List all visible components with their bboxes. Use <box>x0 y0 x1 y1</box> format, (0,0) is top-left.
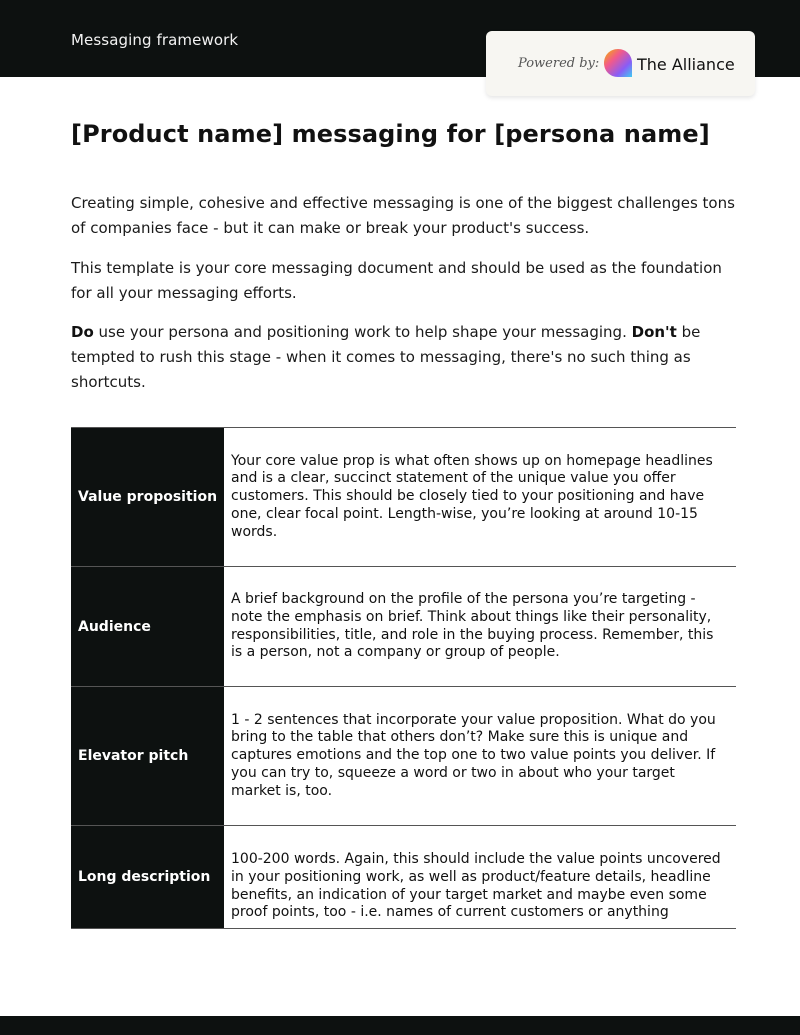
table-row-audience <box>71 567 736 687</box>
brand-name: The Alliance <box>637 55 735 74</box>
intro-paragraph-2: This template is your core messaging document and should be used as the foundation for all your messaging efforts. <box>71 259 722 302</box>
document-label: Messaging framework <box>71 31 239 49</box>
row-description <box>224 567 736 686</box>
row-label: Value proposition <box>71 428 224 566</box>
intro-paragraph-3-end: be tempted to rush this stage - when it comes to messaging, there's no such thing as shortcuts. <box>71 323 701 391</box>
row-description-text: 100-200 words. Again, this should include the value points uncovered in your positioning work, as well as product/feature details, headline benefits, an indication of your target market and maybe even some proof points, too - i.e. names of current customers or anything <box>231 851 721 921</box>
row-label: Long description <box>71 826 224 928</box>
footer-band <box>0 1016 800 1035</box>
do-emphasis: Do <box>71 323 94 341</box>
dont-emphasis: Don't <box>631 323 677 341</box>
table-row-long-description <box>71 826 736 929</box>
row-description-text: Your core value prop is what often shows up on homepage headlines and is a clear, succinct statement of the unique value you offer customers. This should be closely tied to your positioning and have one, clear focal point. Length-wise, you’re looking at around 10-15 words. <box>231 452 713 540</box>
row-description <box>224 428 736 566</box>
powered-by-card <box>486 31 755 96</box>
row-description <box>224 687 736 825</box>
gradient-location-pin-icon <box>603 48 633 78</box>
row-description-text: 1 - 2 sentences that incorporate your value proposition. What do you bring to the table that others don’t? Make sure this is unique and captures emotions and the top one to two value points you deliver. If you can try to, squeeze a word or two in about who your target market is, too. <box>231 711 716 799</box>
page-title: [Product name] messaging for [persona name] <box>71 120 710 148</box>
row-label: Audience <box>71 567 224 686</box>
powered-by-label: Powered by: <box>518 56 600 71</box>
intro-paragraph-1: Creating simple, cohesive and effective messaging is one of the biggest challenges tons of companies face - but it can make or break your product's success. <box>71 194 735 237</box>
row-description <box>224 826 736 928</box>
messaging-table <box>71 427 736 929</box>
table-row-value-proposition <box>71 428 736 567</box>
table-row-elevator-pitch <box>71 687 736 826</box>
row-label: Elevator pitch <box>71 687 224 825</box>
intro-paragraph-3 <box>71 320 741 395</box>
intro-paragraph-3-middle: use your persona and positioning work to help shape your messaging. <box>93 323 632 341</box>
row-description-text: A brief background on the profile of the persona you’re targeting - note the emphasis on brief. Think about things like their personality, responsibilities, title, and role in the buying process. Remember, this is a person, not a company or group of people. <box>231 590 714 661</box>
